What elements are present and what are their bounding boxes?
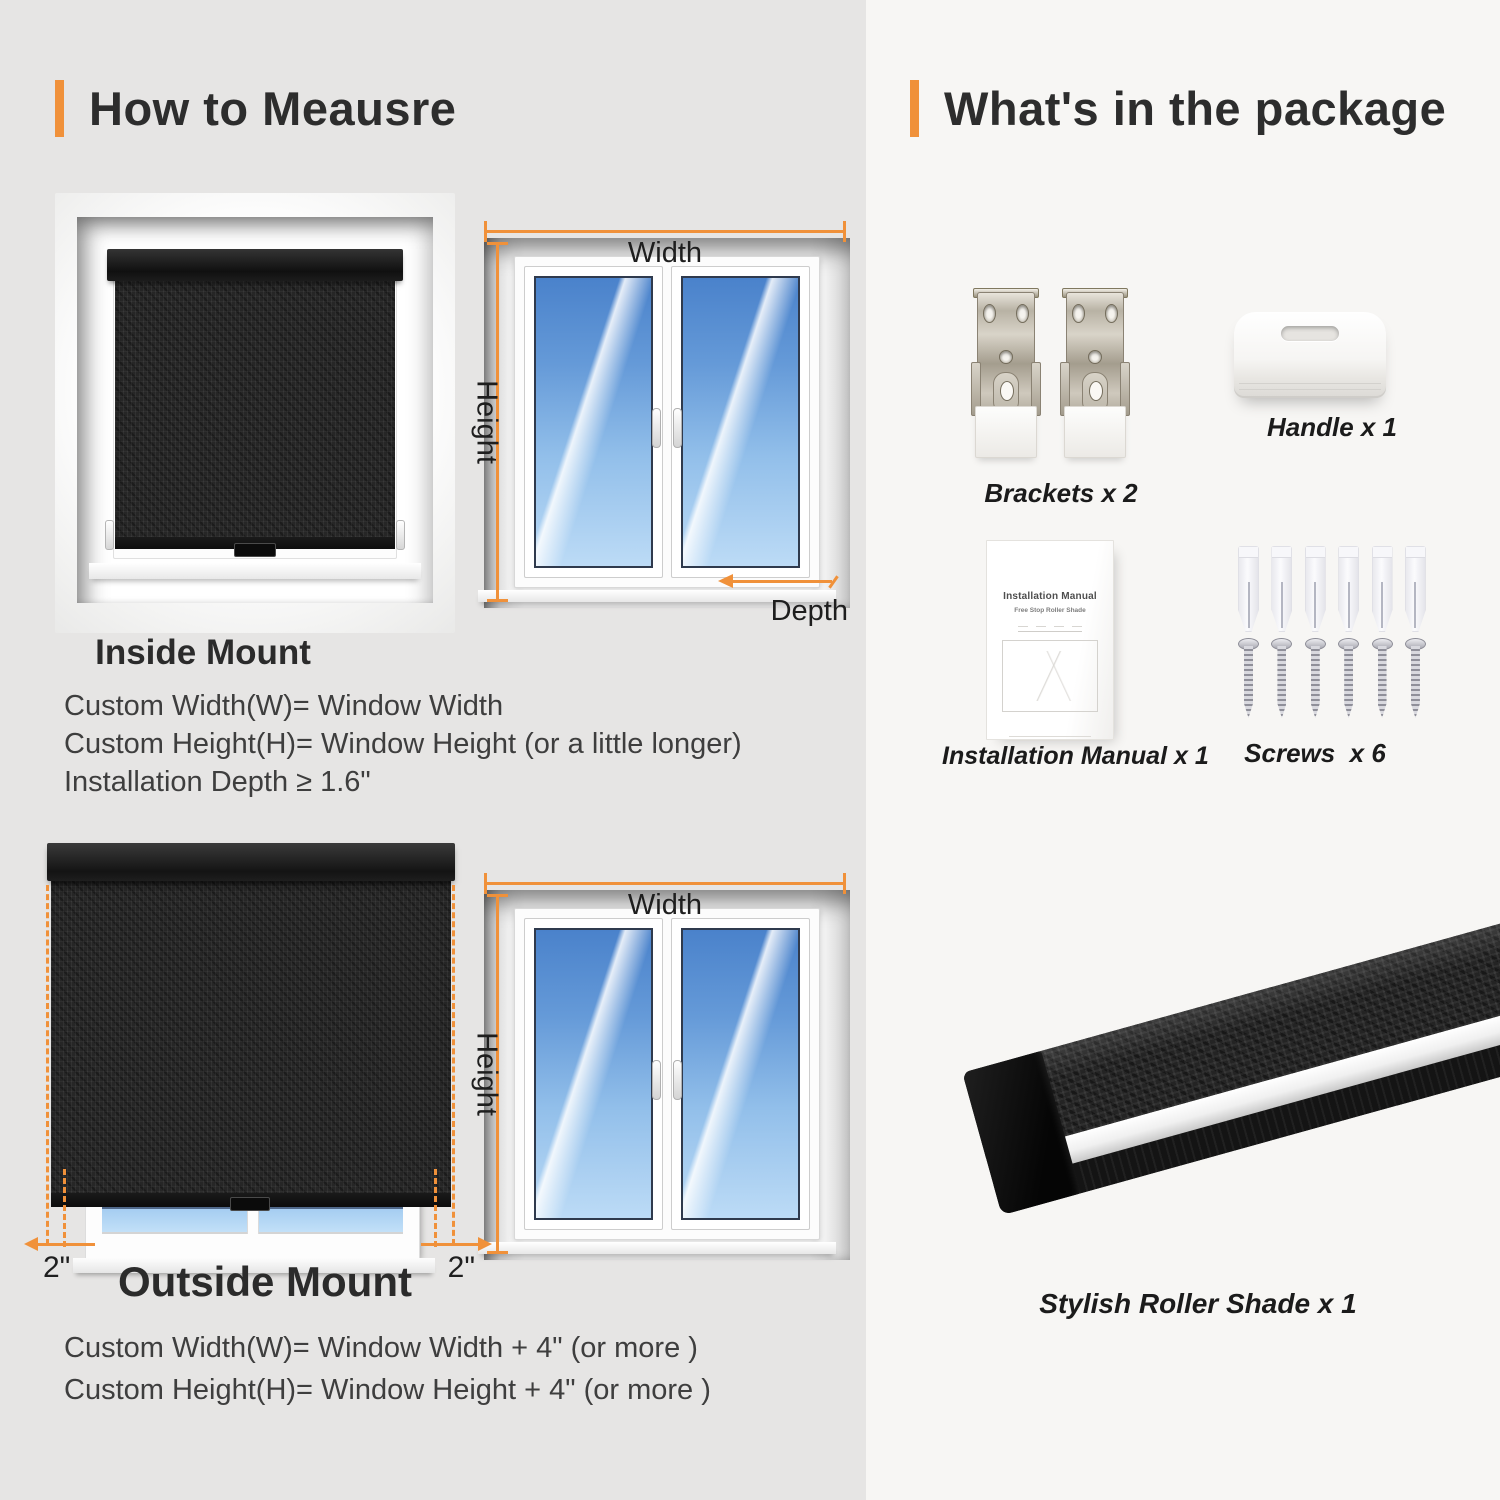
outside-mount-illustration: [33, 833, 483, 1303]
package-heading: [910, 80, 1446, 137]
wall-anchor: [1305, 546, 1326, 632]
wall-anchor: [1271, 546, 1292, 632]
bracket-screw-hole: [983, 304, 996, 323]
screws: [1238, 638, 1426, 718]
window-handle-right: [673, 408, 682, 448]
overlap-dashed-line-right: [452, 885, 455, 1245]
accent-bar: [910, 80, 919, 137]
window-handle-left: [652, 1060, 661, 1100]
roller-shade-product: [946, 880, 1500, 1280]
depth-arrow: [732, 580, 832, 583]
width-label: Width: [627, 889, 703, 921]
inside-mount-line-1: Custom Width(W)= Window Width: [64, 690, 504, 722]
window-handle-left: [652, 408, 661, 448]
width-label: Width: [627, 237, 703, 269]
mounting-bracket: [1062, 288, 1128, 458]
shade-pull-tab: [234, 543, 276, 557]
window-frame: [514, 908, 820, 1240]
outside-mount-measure-diagram: [468, 856, 862, 1296]
window-sash-right: [671, 918, 810, 1230]
shade-label: Stylish Roller Shade x 1: [1039, 1288, 1357, 1319]
wall-anchors: [1238, 546, 1426, 632]
overlap-dashed-line-right-inner: [434, 1169, 437, 1247]
installation-manual: [986, 540, 1114, 740]
depth-label: Depth: [770, 595, 848, 627]
mounting-bracket: [973, 288, 1039, 458]
height-arrow: [470, 894, 503, 1254]
handle-slot: [1281, 326, 1339, 341]
outside-mount-line-1: Custom Width(W)= Window Width + 4" (or more ): [64, 1332, 698, 1364]
bracket-screw-hole: [1088, 350, 1102, 364]
window-sash-left: [524, 266, 663, 578]
window-sash-right: [671, 266, 810, 578]
overlap-dashed-line-left: [46, 885, 49, 1245]
manual-title: Installation Manual: [1003, 591, 1097, 602]
depth-indicator: [708, 568, 848, 627]
manual-label: Installation Manual x 1: [942, 742, 1209, 770]
shade-fabric: [115, 281, 395, 537]
bracket-plastic-sleeve: [1064, 406, 1126, 458]
height-arrow: [470, 242, 503, 602]
window-glass: [534, 276, 653, 568]
window-sill: [89, 563, 421, 579]
window-sill: [478, 1242, 836, 1254]
overlap-gap-label-right: 2": [447, 1251, 475, 1284]
section-title: What's in the package: [944, 82, 1447, 135]
overlap-dashed-line-left-inner: [63, 1169, 66, 1247]
wall-anchor: [1238, 546, 1259, 632]
screw: [1372, 638, 1393, 718]
shade-cassette: [47, 843, 455, 881]
shade-fabric: [51, 881, 451, 1207]
wall-anchor: [1338, 546, 1359, 632]
manual-fine-print: [1009, 734, 1091, 741]
handle-label: Handle x 1: [1266, 412, 1398, 442]
package-contents-panel: [866, 0, 1500, 1500]
how-to-measure-heading: [55, 80, 456, 137]
inside-mount-line-2: Custom Height(H)= Window Height (or a little longer): [64, 728, 742, 760]
accent-bar: [55, 80, 64, 137]
brackets-label: Brackets x 2: [984, 478, 1138, 508]
bracket-plastic-sleeve: [975, 406, 1037, 458]
screw: [1338, 638, 1359, 718]
outside-mount-line-2: Custom Height(H)= Window Height + 4" (or more ): [64, 1374, 711, 1406]
overlap-arrow-right: [421, 1243, 479, 1246]
window-handle-left: [105, 520, 114, 550]
screw: [1238, 638, 1259, 718]
inside-mount-heading: Inside Mount: [95, 633, 311, 672]
inside-mount-line-3: Installation Depth ≥ 1.6": [64, 766, 371, 798]
width-arrow: [484, 230, 846, 269]
screw: [1405, 638, 1426, 718]
width-arrow: [484, 882, 846, 921]
wall-anchor: [1372, 546, 1393, 632]
shade-pull-tab: [230, 1197, 270, 1211]
inside-mount-illustration: [55, 193, 455, 633]
height-label: Height: [470, 380, 503, 464]
overlap-arrow-left: [37, 1243, 95, 1246]
inside-mount-measure-diagram: [468, 204, 862, 644]
overlap-gap-label-left: 2": [43, 1251, 71, 1284]
window-handle-right: [673, 1060, 682, 1100]
window-frame: [514, 256, 820, 588]
bracket-screw-hole: [999, 350, 1013, 364]
height-label: Height: [470, 1032, 503, 1116]
manual-diagram-box: [1002, 640, 1098, 712]
window-recess: [77, 217, 433, 603]
manual-sketch-row: [1018, 622, 1082, 632]
outside-mount-heading: Outside Mount: [118, 1258, 412, 1305]
window-glass: [681, 276, 800, 568]
section-title: How to Meausre: [89, 82, 457, 135]
window-sash-left: [524, 918, 663, 1230]
screw: [1305, 638, 1326, 718]
bracket-screw-hole: [1072, 304, 1085, 323]
bracket-screw-hole: [1016, 304, 1029, 323]
shade-handle: [1234, 312, 1386, 398]
roller-shade-cassette: [962, 896, 1500, 1215]
manual-subtitle: Free Stop Roller Shade: [1014, 607, 1086, 614]
window-glass: [681, 928, 800, 1220]
screws-label: Screws x 6: [1244, 738, 1386, 768]
shade-cassette: [107, 249, 403, 281]
wall-anchor: [1405, 546, 1426, 632]
window-handle-right: [396, 520, 405, 550]
bracket-screw-hole: [1105, 304, 1118, 323]
screw: [1271, 638, 1292, 718]
window-glass: [534, 928, 653, 1220]
